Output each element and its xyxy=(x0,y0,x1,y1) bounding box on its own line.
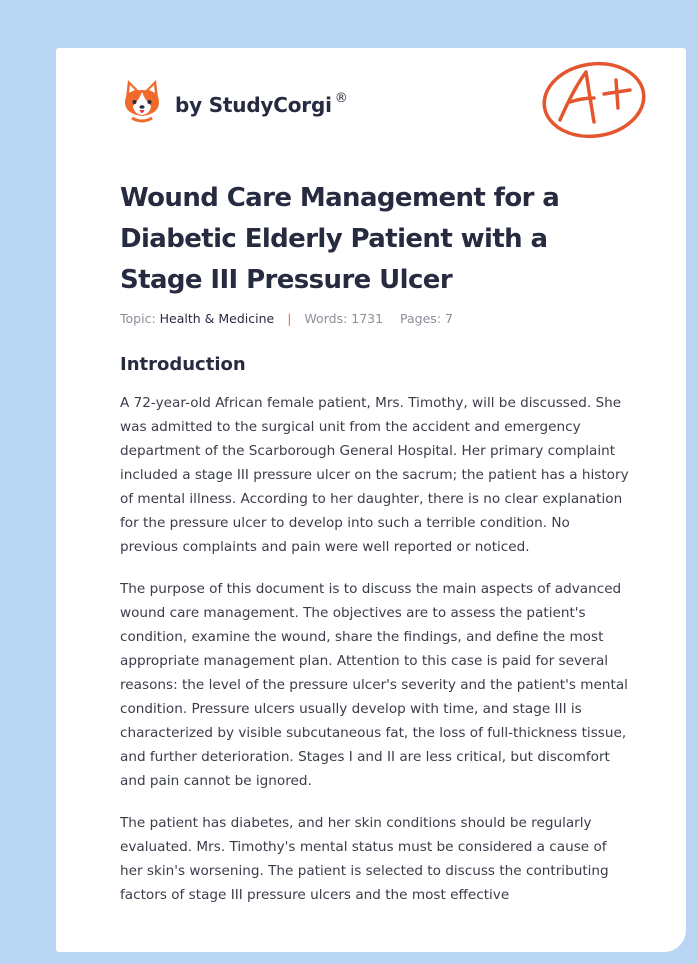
document-meta xyxy=(120,311,453,326)
document-body xyxy=(120,391,630,925)
document-page xyxy=(56,48,686,952)
words-count: 1731 xyxy=(351,311,384,326)
topic-label: Topic: xyxy=(120,311,156,326)
a-plus-grade-icon xyxy=(540,58,648,140)
brand-header[interactable] xyxy=(122,76,348,126)
brand-name: by StudyCorgi ® xyxy=(175,91,348,117)
words-label: Words: xyxy=(304,311,348,326)
meta-separator: | xyxy=(287,311,292,326)
registered-mark: ® xyxy=(334,91,348,106)
paragraph: The purpose of this document is to discuss the main aspects of advanced wound care management. The objectives are to assess the patient's condition, examine the wound, share the findings, and define the most appropriate management plan. Attention to this case is paid for several reasons: the level of the pressure ulcer's severity and the patient's mental condition. Pressure ulcers usually develop with time, and stage III is characterized by visible subcutaneous fat, the loss of full-thickness tissue, and further deterioration. Stages I and II are less critical, but discomfort and pain cannot be ignored. xyxy=(120,581,628,789)
paragraph: A 72-year-old African female patient, Mrs. Timothy, will be discussed. She was admitted to the surgical unit from the accident and emergency department of the Scarborough General Hospital. Her primary complaint included a stage III pressure ulcer on the sacrum; the patient has a history of mental illness. According to her daughter, there is no clear explanation for the pressure ulcer to develop into such a terrible condition. No previous complaints and pain were well reported or noticed. xyxy=(120,395,629,555)
paragraph: The patient has diabetes, and her skin conditions should be regularly evaluated. Mrs. Timothy's mental status must be considered a cause of her skin's worsening. The patient is selected to discuss the contributing factors of stage III pressure ulcers and the most effective xyxy=(120,815,609,903)
topic-link[interactable]: Health & Medicine xyxy=(159,311,275,326)
pages-label: Pages: xyxy=(400,311,442,326)
section-heading-introduction: Introduction xyxy=(120,354,246,375)
corgi-icon xyxy=(122,78,162,124)
pages-count: 7 xyxy=(445,311,453,326)
document-title: Wound Care Management for a Diabetic Elderly Patient with a Stage III Pressure Ulcer xyxy=(120,183,560,295)
